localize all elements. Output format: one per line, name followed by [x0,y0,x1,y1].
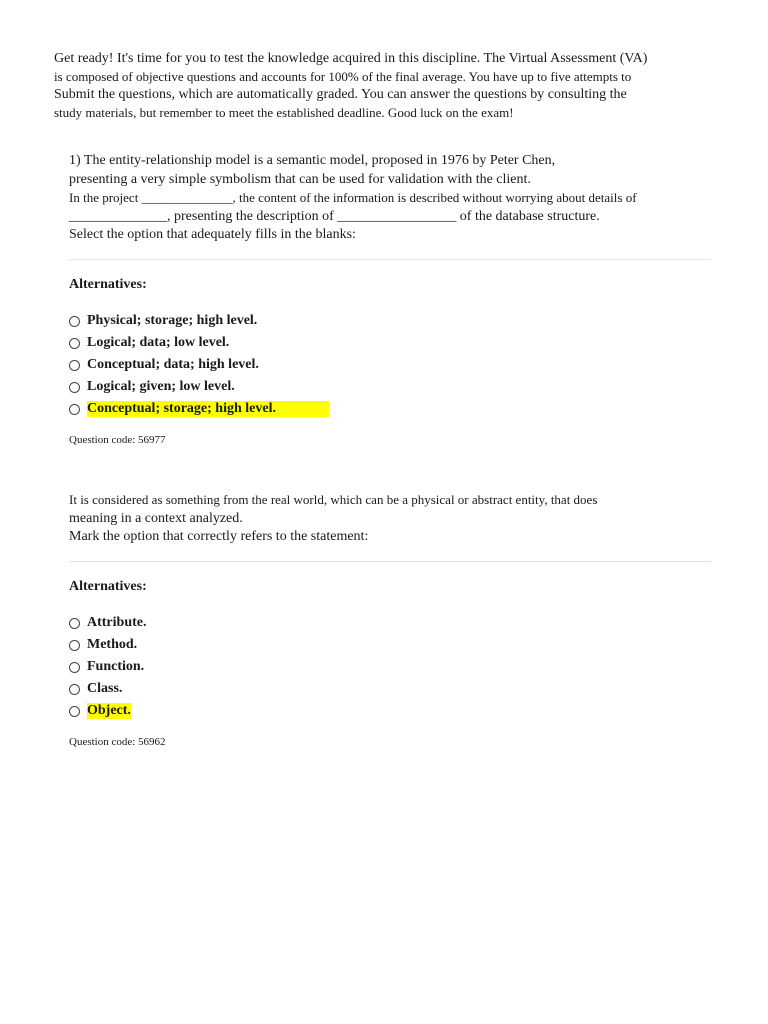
divider [69,259,711,260]
option-b[interactable] [69,332,711,354]
question-stem [69,152,711,245]
radio-button[interactable] [69,706,80,717]
option-label: Logical; given; low level. [87,378,235,394]
option-label-highlighted: Object. [87,702,131,718]
option-a[interactable] [69,310,711,332]
stem-line: ______________, presenting the description of _________________ of the database structure. [69,208,600,224]
option-label: Function. [87,658,145,674]
option-label: Method. [87,636,138,652]
option-label-highlighted: Conceptual; storage; high level. [87,401,329,417]
divider [69,561,711,562]
stem-line: presenting a very simple symbolism that can be used for validation with the client. [69,171,531,187]
radio-button[interactable] [69,662,80,673]
option-a[interactable] [69,612,711,634]
radio-button[interactable] [69,404,80,415]
intro-paragraph [54,50,654,122]
stem-line: In the project ______________, the content of the information is described without worrying about details of [69,190,637,205]
alternatives-heading: Alternatives: [69,276,147,292]
stem-line: Select the option that adequately fills in the blanks: [69,227,356,242]
intro-line: Submit the questions, which are automatically graded. You can answer the questions by consulting the [54,87,627,102]
question-2 [69,491,711,749]
question-stem [69,491,711,547]
question-code: Question code: 56962 [69,735,166,748]
intro-line: study materials, but remember to meet the established deadline. Good luck on the exam! [54,105,514,120]
radio-button[interactable] [69,360,80,371]
option-e[interactable] [69,700,711,722]
radio-button[interactable] [69,382,80,393]
option-label: Logical; data; low level. [87,334,230,350]
radio-button[interactable] [69,338,80,349]
option-c[interactable] [69,354,711,376]
option-b[interactable] [69,634,711,656]
intro-line: Get ready! It's time for you to test the knowledge acquired in this discipline. The Virtual Assessment (VA) [54,51,648,66]
option-label: Class. [87,680,123,696]
stem-line: Mark the option that correctly refers to the statement: [69,529,369,544]
question-1 [69,152,711,447]
radio-button[interactable] [69,316,80,327]
radio-button[interactable] [69,640,80,651]
option-e[interactable] [69,398,711,420]
stem-line: meaning in a context analyzed. [69,510,243,526]
intro-line: is composed of objective questions and accounts for 100% of the final average. You have up to five attempts to [54,69,632,84]
question-code: Question code: 56977 [69,433,166,446]
stem-line: It is considered as something from the real world, which can be a physical or abstract entity, that does [69,492,598,507]
option-label: Physical; storage; high level. [87,312,258,328]
option-c[interactable] [69,656,711,678]
radio-button[interactable] [69,618,80,629]
radio-button[interactable] [69,684,80,695]
option-label: Attribute. [87,614,147,630]
options-list [69,612,711,722]
option-d[interactable] [69,376,711,398]
option-label: Conceptual; data; high level. [87,356,259,372]
option-d[interactable] [69,678,711,700]
alternatives-heading: Alternatives: [69,578,147,594]
stem-line: 1) The entity-relationship model is a semantic model, proposed in 1976 by Peter Chen, [69,153,556,168]
options-list [69,310,711,420]
